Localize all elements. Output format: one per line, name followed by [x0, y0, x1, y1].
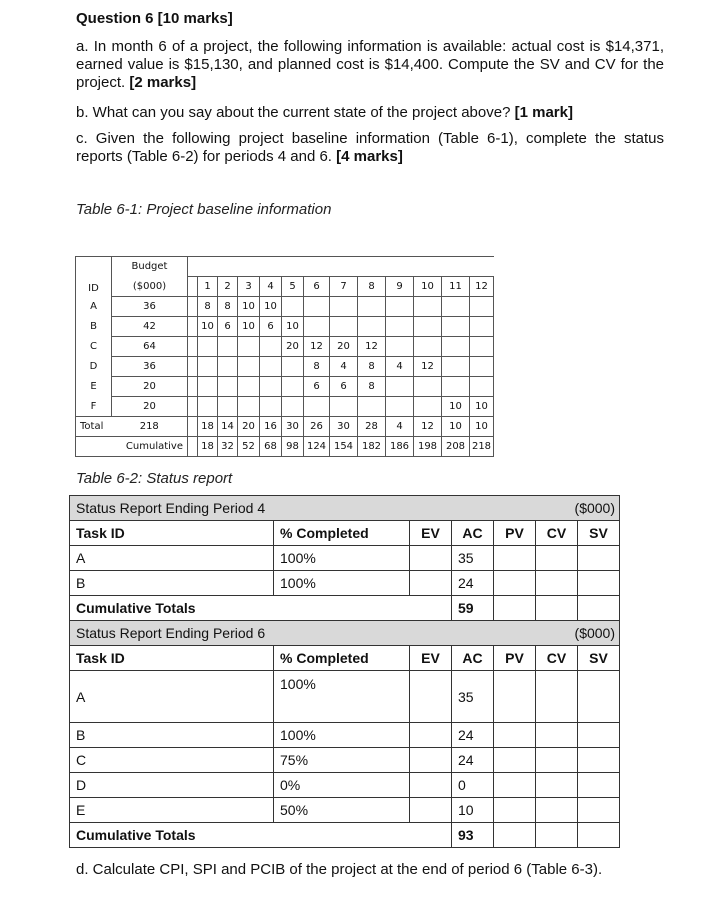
part-a-marks: [2 marks] — [129, 74, 197, 91]
period-cell — [386, 397, 414, 417]
period-header: 5 — [282, 277, 304, 297]
p6-row-a — [70, 671, 620, 723]
period-cell — [198, 377, 218, 397]
ac-cell: 24 — [452, 571, 494, 596]
cumulative-cell: 186 — [386, 437, 414, 457]
pct-completed: 100% — [274, 546, 410, 571]
baseline-header-row — [76, 257, 494, 277]
total-label: Total — [76, 417, 112, 437]
period-cell — [260, 397, 282, 417]
sv-cell[interactable] — [578, 798, 620, 823]
period-cell — [238, 397, 260, 417]
cv-cell[interactable] — [536, 671, 578, 723]
pv-cell[interactable] — [494, 546, 536, 571]
period-cell — [198, 357, 218, 377]
period-cell — [386, 297, 414, 317]
period-cell: 10 — [282, 317, 304, 337]
p6-row-b — [70, 723, 620, 748]
period-header: 6 — [304, 277, 330, 297]
task-id-header: Task ID — [70, 646, 274, 671]
ev-cell[interactable] — [410, 798, 452, 823]
baseline-row — [76, 357, 494, 377]
cumulative-cell: 182 — [358, 437, 386, 457]
period-header: 9 — [386, 277, 414, 297]
activity-budget: 36 — [112, 357, 188, 377]
period-cell — [238, 357, 260, 377]
period-cell: 10 — [470, 397, 494, 417]
pv-header: PV — [494, 646, 536, 671]
task-id: C — [70, 748, 274, 773]
spacer-col — [188, 397, 198, 417]
period-cell — [470, 297, 494, 317]
cumulative-cell: 68 — [260, 437, 282, 457]
p4-row-a — [70, 546, 620, 571]
task-id: D — [70, 773, 274, 798]
total-cell: 26 — [304, 417, 330, 437]
period-cell — [260, 377, 282, 397]
task-id: B — [70, 723, 274, 748]
p4-row-b — [70, 571, 620, 596]
baseline-row — [76, 377, 494, 397]
p4-total-ac: 59 — [452, 596, 494, 621]
p6-total-ac: 93 — [452, 823, 494, 848]
period-cell: 4 — [386, 357, 414, 377]
period-cell — [414, 397, 442, 417]
baseline-row — [76, 317, 494, 337]
spacer-col — [188, 277, 198, 297]
p6-title-row — [70, 621, 620, 646]
id-header: ID — [76, 257, 112, 297]
period-cell — [304, 297, 330, 317]
period-cell: 10 — [238, 297, 260, 317]
header-spacer — [188, 257, 494, 277]
total-cell: 10 — [442, 417, 470, 437]
baseline-row — [76, 337, 494, 357]
period-cell — [218, 397, 238, 417]
period-cell — [260, 337, 282, 357]
period-cell — [304, 397, 330, 417]
ev-cell[interactable] — [410, 546, 452, 571]
period-cell: 4 — [330, 357, 358, 377]
spacer-col — [188, 417, 198, 437]
sv-header: SV — [578, 646, 620, 671]
period-cell — [442, 357, 470, 377]
pct-completed: 100% — [274, 571, 410, 596]
activity-budget: 20 — [112, 377, 188, 397]
pv-cell[interactable] — [494, 748, 536, 773]
period-cell: 8 — [198, 297, 218, 317]
period-cell — [304, 317, 330, 337]
cumulative-label: Cumulative — [76, 437, 188, 457]
period-cell: 8 — [358, 357, 386, 377]
cumulative-cell: 218 — [470, 437, 494, 457]
period-cell — [218, 337, 238, 357]
cumulative-row — [76, 437, 494, 457]
cumulative-cell: 208 — [442, 437, 470, 457]
p6-row-d — [70, 773, 620, 798]
period-header: 10 — [414, 277, 442, 297]
baseline-row — [76, 397, 494, 417]
total-cell: 30 — [282, 417, 304, 437]
p6-total-row — [70, 823, 620, 848]
period-cell: 12 — [358, 337, 386, 357]
baseline-table — [75, 256, 494, 457]
total-row — [76, 417, 494, 437]
period-cell: 10 — [238, 317, 260, 337]
p6-row-e — [70, 798, 620, 823]
cv-cell[interactable] — [536, 546, 578, 571]
spacer-col — [188, 357, 198, 377]
part-b-marks: [1 mark] — [514, 104, 573, 121]
period-cell — [282, 297, 304, 317]
ev-header: EV — [410, 521, 452, 546]
p6-header-row — [70, 646, 620, 671]
period-cell — [442, 377, 470, 397]
period-cell — [470, 317, 494, 337]
period-header: 7 — [330, 277, 358, 297]
total-cell: 12 — [414, 417, 442, 437]
ev-header: EV — [410, 646, 452, 671]
period-cell — [414, 317, 442, 337]
p6-unit: ($000) — [536, 621, 620, 646]
cv-cell[interactable] — [536, 596, 578, 621]
p4-unit: ($000) — [536, 496, 620, 521]
period-cell — [282, 357, 304, 377]
cumulative-cell: 98 — [282, 437, 304, 457]
activity-id: D — [76, 357, 112, 377]
sv-cell[interactable] — [578, 748, 620, 773]
pv-cell[interactable] — [494, 773, 536, 798]
period-cell — [386, 337, 414, 357]
cv-cell[interactable] — [536, 723, 578, 748]
period-cell — [470, 337, 494, 357]
period-cell — [330, 397, 358, 417]
pv-header: PV — [494, 521, 536, 546]
activity-id: E — [76, 377, 112, 397]
period-cell — [386, 377, 414, 397]
period-cell: 6 — [304, 377, 330, 397]
period-cell: 8 — [358, 377, 386, 397]
period-cell — [282, 377, 304, 397]
task-id-header: Task ID — [70, 521, 274, 546]
budget-header-2: ($000) — [112, 277, 188, 297]
period-cell — [330, 317, 358, 337]
spacer-col — [188, 317, 198, 337]
period-cell: 8 — [304, 357, 330, 377]
part-d: d. Calculate CPI, SPI and PCIB of the project at the end of period 6 (Table 6-3). — [76, 861, 603, 878]
sv-cell[interactable] — [578, 723, 620, 748]
period-header: 4 — [260, 277, 282, 297]
p6-title: Status Report Ending Period 6 — [70, 621, 536, 646]
part-c-text: c. Given the following project baseline information (Table 6-1), complete the status reports (Table 6-2) for periods 4 and 6. — [76, 130, 664, 165]
sv-cell[interactable] — [578, 823, 620, 848]
pct-completed: 75% — [274, 748, 410, 773]
period-cell — [358, 297, 386, 317]
p4-title-row — [70, 496, 620, 521]
period-cell — [330, 297, 358, 317]
period-cell: 20 — [330, 337, 358, 357]
period-cell — [414, 337, 442, 357]
cv-cell[interactable] — [536, 773, 578, 798]
cv-cell[interactable] — [536, 571, 578, 596]
period-cell — [470, 357, 494, 377]
cumulative-cell: 198 — [414, 437, 442, 457]
cv-cell[interactable] — [536, 748, 578, 773]
cv-header: CV — [536, 646, 578, 671]
period-cell — [218, 357, 238, 377]
ac-cell: 35 — [452, 546, 494, 571]
p6-total-label: Cumulative Totals — [70, 823, 452, 848]
cumulative-cell: 32 — [218, 437, 238, 457]
period-header: 1 — [198, 277, 218, 297]
pv-cell[interactable] — [494, 571, 536, 596]
p4-title: Status Report Ending Period 4 — [70, 496, 536, 521]
period-header: 12 — [470, 277, 494, 297]
status-report-table — [69, 495, 620, 848]
total-cell: 4 — [386, 417, 414, 437]
pct-completed: 0% — [274, 773, 410, 798]
pv-cell[interactable] — [494, 671, 536, 723]
spacer-col — [188, 377, 198, 397]
period-header: 2 — [218, 277, 238, 297]
spacer-col — [188, 337, 198, 357]
ac-header: AC — [452, 646, 494, 671]
cv-cell[interactable] — [536, 798, 578, 823]
total-cell: 28 — [358, 417, 386, 437]
period-cell — [414, 377, 442, 397]
period-cell: 6 — [330, 377, 358, 397]
period-cell — [282, 397, 304, 417]
pct-header: % Completed — [274, 646, 410, 671]
period-cell — [238, 377, 260, 397]
activity-budget: 20 — [112, 397, 188, 417]
sv-cell[interactable] — [578, 546, 620, 571]
total-cell: 30 — [330, 417, 358, 437]
period-header: 11 — [442, 277, 470, 297]
period-cell — [238, 337, 260, 357]
budget-header-1: Budget — [112, 257, 188, 277]
task-id: A — [70, 546, 274, 571]
pct-completed: 100% — [274, 671, 410, 723]
total-cell: 20 — [238, 417, 260, 437]
baseline-period-row — [76, 277, 494, 297]
sv-header: SV — [578, 521, 620, 546]
part-b-text: b. What can you say about the current state of the project above? — [76, 104, 511, 121]
period-cell — [442, 337, 470, 357]
cumulative-cell: 124 — [304, 437, 330, 457]
baseline-body — [76, 297, 494, 417]
period-cell — [442, 317, 470, 337]
sv-cell[interactable] — [578, 596, 620, 621]
activity-id: B — [76, 317, 112, 337]
pct-completed: 50% — [274, 798, 410, 823]
period-cell — [198, 397, 218, 417]
cv-cell[interactable] — [536, 823, 578, 848]
period-cell: 10 — [442, 397, 470, 417]
pv-cell[interactable] — [494, 596, 536, 621]
period-cell — [358, 397, 386, 417]
part-c — [76, 130, 664, 166]
period-cell: 20 — [282, 337, 304, 357]
pv-cell[interactable] — [494, 823, 536, 848]
pct-header: % Completed — [274, 521, 410, 546]
total-cell: 10 — [470, 417, 494, 437]
period-cell: 6 — [260, 317, 282, 337]
pv-cell[interactable] — [494, 798, 536, 823]
pv-cell[interactable] — [494, 723, 536, 748]
sv-cell[interactable] — [578, 773, 620, 798]
period-cell: 10 — [198, 317, 218, 337]
period-cell — [470, 377, 494, 397]
period-cell — [386, 317, 414, 337]
cv-header: CV — [536, 521, 578, 546]
total-cell: 16 — [260, 417, 282, 437]
total-cell: 18 — [198, 417, 218, 437]
period-cell — [358, 317, 386, 337]
period-cell: 12 — [414, 357, 442, 377]
period-cell: 8 — [218, 297, 238, 317]
ev-cell[interactable] — [410, 748, 452, 773]
period-cell — [442, 297, 470, 317]
part-a-text: a. In month 6 of a project, the following information is available: actual cost is $14,371, earned value is $15,130, and planned cost is $14,400. Compute the SV and CV for the project. — [76, 38, 664, 91]
activity-id: C — [76, 337, 112, 357]
table2-caption: Table 6-2: Status report — [76, 470, 233, 487]
table1-caption: Table 6-1: Project baseline information — [76, 201, 332, 218]
period-cell — [218, 377, 238, 397]
activity-id: A — [76, 297, 112, 317]
p4-total-label: Cumulative Totals — [70, 596, 452, 621]
spacer-col — [188, 437, 198, 457]
ev-cell[interactable] — [410, 723, 452, 748]
p4-total-row — [70, 596, 620, 621]
period-cell: 12 — [304, 337, 330, 357]
ev-cell[interactable] — [410, 773, 452, 798]
ev-cell[interactable] — [410, 571, 452, 596]
ac-cell: 24 — [452, 748, 494, 773]
period-cell: 10 — [260, 297, 282, 317]
cumulative-cell: 52 — [238, 437, 260, 457]
part-b — [76, 104, 664, 122]
question-title: Question 6 [10 marks] — [76, 10, 233, 27]
period-header: 3 — [238, 277, 260, 297]
period-header: 8 — [358, 277, 386, 297]
p4-header-row — [70, 521, 620, 546]
cumulative-cell: 18 — [198, 437, 218, 457]
sv-cell[interactable] — [578, 671, 620, 723]
ac-cell: 35 — [452, 671, 494, 723]
baseline-row — [76, 297, 494, 317]
total-budget: 218 — [112, 417, 188, 437]
sv-cell[interactable] — [578, 571, 620, 596]
activity-id: F — [76, 397, 112, 417]
period-cell — [198, 337, 218, 357]
period-cell: 6 — [218, 317, 238, 337]
ac-header: AC — [452, 521, 494, 546]
task-id: E — [70, 798, 274, 823]
activity-budget: 36 — [112, 297, 188, 317]
p6-row-c — [70, 748, 620, 773]
task-id: A — [70, 671, 274, 723]
ev-cell[interactable] — [410, 671, 452, 723]
activity-budget: 42 — [112, 317, 188, 337]
period-cell — [260, 357, 282, 377]
ac-cell: 10 — [452, 798, 494, 823]
cumulative-cell: 154 — [330, 437, 358, 457]
ac-cell: 0 — [452, 773, 494, 798]
task-id: B — [70, 571, 274, 596]
ac-cell: 24 — [452, 723, 494, 748]
activity-budget: 64 — [112, 337, 188, 357]
part-c-marks: [4 marks] — [336, 148, 403, 165]
spacer-col — [188, 297, 198, 317]
part-a — [76, 38, 664, 92]
period-cell — [414, 297, 442, 317]
total-cell: 14 — [218, 417, 238, 437]
pct-completed: 100% — [274, 723, 410, 748]
